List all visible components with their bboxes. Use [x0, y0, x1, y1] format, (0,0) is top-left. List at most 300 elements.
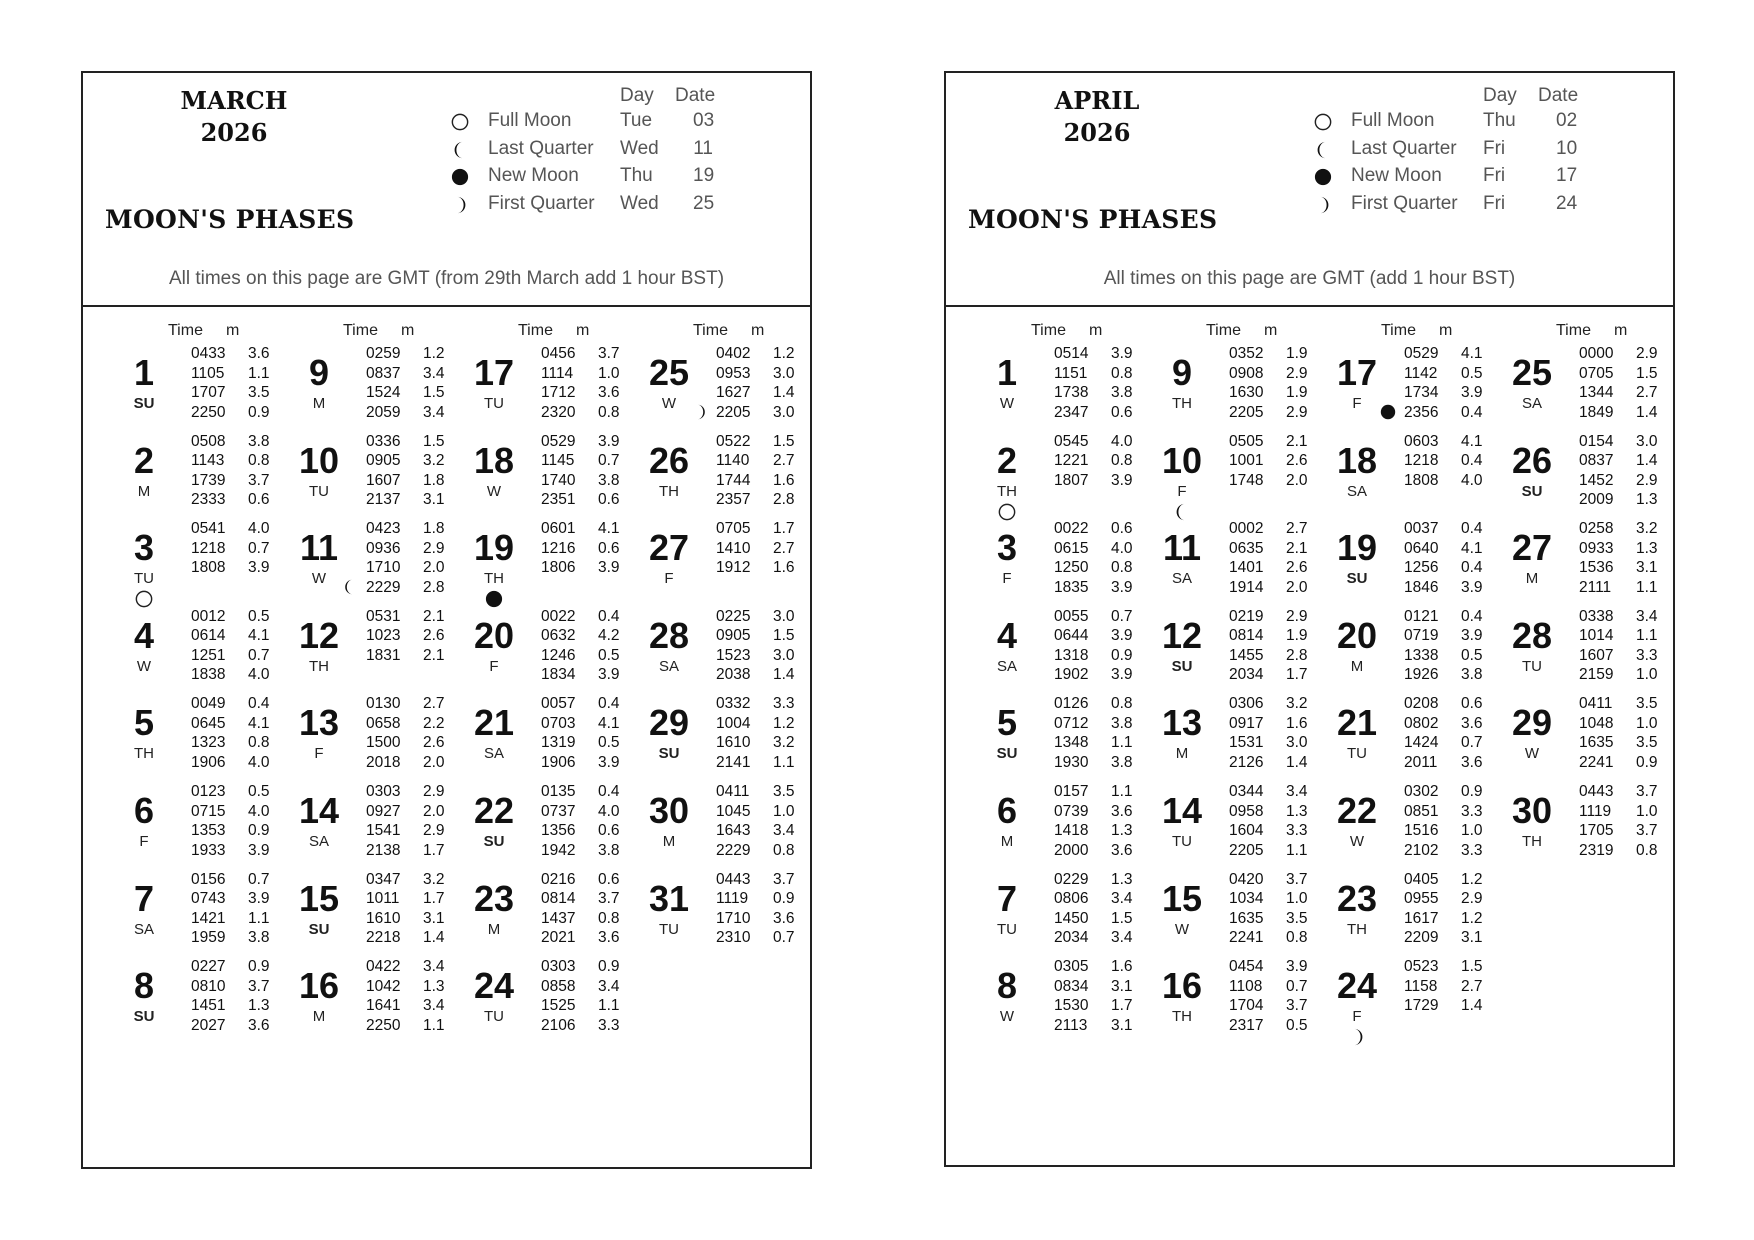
tide-entry [366, 559, 466, 579]
tide-height: 4.0 [248, 520, 270, 538]
day-number: 6 [133, 790, 155, 831]
height-column-header: m [1089, 322, 1103, 339]
phase-day: Fri [1483, 192, 1506, 214]
tide-entry [1404, 472, 1504, 492]
weekday: TU [134, 570, 154, 588]
tide-time: 0743 [191, 890, 226, 908]
tide-time: 2018 [366, 753, 401, 771]
tide-entry [1404, 666, 1504, 686]
tide-height: 0.9 [598, 958, 620, 976]
tide-height: 1.2 [773, 345, 795, 362]
tide-entry [1054, 540, 1154, 560]
moon-phases-header [83, 73, 810, 307]
tide-time: 2009 [1579, 491, 1614, 509]
weekday: M [1350, 657, 1364, 675]
new-moon-icon [451, 168, 469, 186]
tide-day [1151, 781, 1323, 873]
tide-entry [541, 491, 641, 511]
tide-entry [716, 404, 816, 424]
tide-entry [1054, 520, 1154, 540]
day-number: 17 [473, 352, 515, 393]
day-number: 20 [1336, 614, 1378, 656]
day-number: 13 [298, 702, 340, 744]
phase-date: 10 [1556, 137, 1578, 159]
tide-entry [1229, 842, 1329, 862]
tide-time: 0635 [1229, 539, 1264, 557]
tide-entry [1579, 520, 1679, 540]
phase-date: 19 [693, 165, 715, 186]
tide-height: 3.4 [423, 997, 445, 1015]
day-number: 1 [996, 352, 1018, 393]
tide-time: 0640 [1404, 539, 1439, 557]
phase-name: New Moon [1351, 165, 1442, 186]
weekday: TU [309, 482, 329, 500]
tide-entry [366, 890, 466, 910]
tide-time: 1523 [716, 646, 751, 664]
phase-icon-wrap [1314, 113, 1332, 137]
tide-entry [716, 472, 816, 492]
weekday: M [1525, 570, 1539, 588]
tide-height: 3.3 [1461, 841, 1483, 859]
day-number: 7 [996, 877, 1018, 919]
tide-entry [1404, 559, 1504, 579]
weekday: SU [1346, 570, 1368, 588]
tide-entry [366, 608, 466, 628]
tide-entry [1229, 433, 1329, 453]
tide-day [463, 606, 635, 698]
tide-height: 3.7 [598, 890, 620, 908]
tide-entry [716, 910, 816, 930]
tide-time: 1734 [1404, 384, 1439, 401]
tide-time: 1323 [191, 734, 226, 752]
time-column-header: Time [343, 322, 378, 339]
tide-entry [541, 890, 641, 910]
tide-entry [541, 929, 641, 949]
tide-height: 1.6 [1111, 958, 1133, 976]
tide-time: 1353 [191, 822, 226, 839]
day-number: 29 [648, 702, 690, 744]
phase-icon-wrap [451, 196, 469, 220]
weekday: SA [483, 745, 504, 763]
weekday: F [1352, 1008, 1362, 1026]
tide-day [1151, 606, 1323, 698]
tide-height: 4.0 [248, 802, 270, 820]
tide-time: 0130 [366, 695, 401, 713]
weekday: SA [658, 657, 679, 675]
tide-entry [1404, 540, 1504, 560]
tide-entry [716, 734, 816, 754]
tide-entry [366, 803, 466, 823]
tide-height: 2.0 [423, 559, 445, 577]
tide-day [1326, 343, 1498, 435]
tide-time: 1034 [1229, 890, 1264, 908]
tide-height: 1.8 [423, 520, 445, 538]
tide-height: 3.3 [1461, 802, 1483, 820]
tide-entry [716, 754, 816, 774]
tide-time: 1114 [541, 364, 574, 382]
tide-entry [366, 520, 466, 540]
tide-height: 1.1 [1286, 841, 1308, 859]
tide-time: 0508 [191, 432, 226, 450]
tide-entry [191, 997, 291, 1017]
tide-height: 4.1 [598, 520, 620, 538]
phase-row [83, 165, 810, 195]
tide-day [1326, 431, 1498, 523]
tide-time: 1710 [716, 909, 751, 927]
phase-icon-wrap [451, 168, 469, 192]
tide-entry [1404, 734, 1504, 754]
tide-entry [1579, 666, 1679, 686]
tide-time: 2205 [716, 403, 751, 421]
tide-height: 1.7 [423, 890, 445, 908]
last-moon-icon [451, 141, 469, 159]
tide-time: 1902 [1054, 666, 1089, 684]
tide-entry [541, 822, 641, 842]
tide-entry [1579, 365, 1679, 385]
tide-time: 1424 [1404, 734, 1439, 752]
tide-time: 1143 [191, 452, 225, 470]
phase-date: 02 [1556, 110, 1578, 131]
height-column-header: m [1439, 322, 1453, 339]
tide-entry [1404, 433, 1504, 453]
new-moon-icon [1380, 404, 1396, 420]
tide-height: 1.3 [1636, 539, 1658, 557]
tide-day [638, 431, 810, 523]
tide-height: 3.4 [423, 958, 445, 976]
tide-entry [1229, 647, 1329, 667]
tide-time: 2106 [541, 1016, 576, 1034]
tide-entry [1404, 978, 1504, 998]
tide-entry [1229, 608, 1329, 628]
tide-height: 3.9 [248, 890, 270, 908]
phase-day: Wed [620, 192, 659, 214]
tide-height: 2.1 [423, 646, 445, 664]
tide-time: 1004 [716, 714, 751, 732]
tide-time: 1607 [1579, 646, 1614, 664]
tide-entry [1054, 579, 1154, 599]
tide-entry [1579, 608, 1679, 628]
tide-entry [191, 890, 291, 910]
tide-day [113, 518, 285, 610]
tide-time: 2027 [191, 1016, 226, 1034]
tide-time: 1500 [366, 734, 401, 752]
tide-time: 0000 [1579, 345, 1614, 362]
tide-height: 3.7 [598, 345, 620, 362]
tide-time: 2137 [366, 491, 401, 509]
tide-height: 4.1 [1461, 345, 1483, 362]
tide-time: 1158 [1404, 977, 1438, 995]
day-number: 18 [1336, 439, 1378, 481]
tide-height: 3.6 [248, 1016, 270, 1034]
tide-time: 1014 [1579, 627, 1614, 645]
tide-height: 3.0 [773, 646, 795, 664]
tide-table [946, 305, 1673, 1167]
tide-height: 2.7 [773, 539, 795, 557]
tide-entry [1054, 997, 1154, 1017]
tide-entry [1579, 783, 1679, 803]
tide-time: 2111 [1579, 578, 1612, 596]
tide-time: 0037 [1404, 520, 1439, 538]
day-number: 1 [133, 352, 155, 393]
tide-time: 1251 [191, 646, 226, 664]
tide-height: 4.0 [248, 666, 270, 684]
tide-entry [191, 803, 291, 823]
tide-height: 2.7 [423, 695, 445, 713]
tide-time: 0338 [1579, 607, 1614, 625]
tide-height: 1.2 [423, 345, 445, 362]
tide-time: 0933 [1579, 539, 1614, 557]
tide-day [463, 343, 635, 435]
tide-height: 4.1 [1461, 432, 1483, 450]
tide-time: 0719 [1404, 627, 1439, 645]
day-number: 16 [298, 965, 340, 1007]
tide-entry [366, 365, 466, 385]
tide-time: 2034 [1229, 666, 1264, 684]
tide-entry [541, 803, 641, 823]
time-column-header: Time [518, 322, 553, 339]
tide-entry [191, 627, 291, 647]
tide-height: 2.6 [1286, 559, 1308, 577]
tide-height: 1.0 [1461, 822, 1483, 839]
tide-height: 0.6 [1461, 695, 1483, 713]
tide-time: 2113 [1054, 1016, 1088, 1034]
tide-height: 3.4 [598, 977, 620, 995]
tide-entry [541, 997, 641, 1017]
tide-time: 0229 [1054, 870, 1089, 888]
phase-date: 11 [693, 137, 713, 159]
tide-entry [1579, 803, 1679, 823]
tide-time: 1140 [716, 452, 750, 470]
tide-day [463, 869, 635, 961]
tide-time: 0303 [366, 783, 401, 800]
tide-entry [191, 929, 291, 949]
tide-entry [1054, 559, 1154, 579]
tide-time: 0632 [541, 627, 576, 645]
tide-height: 3.0 [773, 607, 795, 625]
tide-entry [716, 559, 816, 579]
tide-time: 1418 [1054, 822, 1089, 839]
tide-day [1151, 869, 1323, 961]
tide-height: 3.5 [248, 384, 270, 401]
tide-entry [366, 734, 466, 754]
phase-day-header: Day [1483, 85, 1517, 106]
tide-height: 1.5 [773, 627, 795, 645]
day-number: 14 [1161, 790, 1203, 831]
tide-time: 0802 [1404, 714, 1439, 732]
tide-height: 3.9 [1461, 578, 1483, 596]
phase-name: Last Quarter [488, 137, 594, 159]
tide-entry [1229, 452, 1329, 472]
tide-height: 1.4 [423, 929, 445, 947]
tide-height: 1.1 [1111, 734, 1133, 752]
timezone-note: All times on this page are GMT (from 29th March add 1 hour BST) [168, 268, 725, 289]
tide-time: 1729 [1404, 997, 1439, 1015]
tide-height: 0.7 [1461, 734, 1483, 752]
day-number: 5 [133, 702, 155, 744]
tide-entry [366, 1017, 466, 1037]
tide-height: 0.7 [248, 870, 270, 888]
tide-time: 1455 [1229, 646, 1264, 664]
tide-time: 0905 [366, 452, 401, 470]
tide-time: 1421 [191, 909, 226, 927]
tide-entry [541, 559, 641, 579]
day-number: 2 [996, 439, 1018, 481]
tide-entry [1404, 822, 1504, 842]
tide-entry [1054, 910, 1154, 930]
tide-height: 3.7 [773, 870, 795, 888]
tide-time: 1707 [191, 384, 226, 401]
phase-name: Full Moon [488, 110, 572, 131]
tide-time: 2229 [716, 841, 751, 859]
tide-height: 3.3 [773, 695, 795, 713]
tide-entry [366, 491, 466, 511]
tide-height: 1.1 [1636, 578, 1658, 596]
tide-height: 2.8 [773, 491, 795, 509]
tide-entry [541, 520, 641, 540]
tide-entry [1229, 695, 1329, 715]
tide-height: 1.5 [773, 432, 795, 450]
tide-entry [191, 958, 291, 978]
tide-height: 3.7 [1636, 822, 1658, 839]
tide-time: 1401 [1229, 559, 1264, 577]
day-number: 5 [996, 702, 1018, 744]
day-number: 3 [996, 527, 1018, 569]
tide-height: 0.5 [1461, 646, 1483, 664]
tide-entry [1579, 559, 1679, 579]
day-number: 21 [473, 702, 515, 744]
tide-height: 2.0 [1286, 471, 1308, 489]
tide-time: 0737 [541, 802, 576, 820]
tide-time: 1410 [716, 539, 751, 557]
tide-time: 2357 [716, 491, 751, 509]
tide-time: 2317 [1229, 1016, 1264, 1034]
phase-row [946, 165, 1673, 195]
tide-entry [1404, 365, 1504, 385]
tide-time: 2038 [716, 666, 751, 684]
tide-time: 1930 [1054, 753, 1089, 771]
april-page [944, 71, 1675, 1167]
tide-height: 1.3 [1111, 822, 1133, 839]
tide-height: 1.3 [1286, 802, 1308, 820]
tide-height: 3.9 [598, 432, 620, 450]
tide-entry [1229, 910, 1329, 930]
tide-entry [191, 404, 291, 424]
height-column-header: m [401, 322, 415, 339]
tide-height: 0.7 [248, 646, 270, 664]
tide-entry [716, 929, 816, 949]
tide-time: 1218 [1404, 452, 1439, 470]
tide-time: 0545 [1054, 432, 1089, 450]
tide-height: 3.2 [423, 452, 445, 470]
tide-height: 1.6 [773, 471, 795, 489]
tide-entry [1054, 929, 1154, 949]
tide-entry [366, 958, 466, 978]
day-number: 7 [133, 877, 155, 919]
weekday: TU [1522, 657, 1542, 675]
tide-entry [541, 754, 641, 774]
weekday: M [1000, 833, 1014, 850]
tide-height: 1.7 [423, 841, 445, 859]
tide-height: 1.3 [1636, 491, 1658, 509]
height-column-header: m [1264, 322, 1278, 339]
tide-day [976, 518, 1148, 610]
tide-time: 1704 [1229, 997, 1264, 1015]
tide-height: 1.4 [1461, 997, 1483, 1015]
tide-entry [1229, 520, 1329, 540]
tide-day [1151, 693, 1323, 785]
tide-height: 1.7 [773, 520, 795, 538]
tide-time: 1048 [1579, 714, 1614, 732]
tide-time: 0905 [716, 627, 751, 645]
tide-entry [1054, 978, 1154, 998]
tide-time: 0529 [1404, 345, 1439, 362]
tide-day [288, 431, 460, 523]
phase-date-header: Date [1538, 85, 1579, 106]
day-number: 12 [298, 614, 340, 656]
weekday: TU [484, 395, 504, 412]
tide-time: 1838 [191, 666, 226, 684]
tide-entry [716, 608, 816, 628]
tide-height: 0.6 [598, 870, 620, 888]
height-column-header: m [1614, 322, 1628, 339]
tide-entry [1404, 929, 1504, 949]
tide-time: 1710 [366, 559, 401, 577]
weekday: SA [1171, 570, 1192, 588]
tide-height: 3.8 [1111, 753, 1133, 771]
tide-entry [191, 433, 291, 453]
tide-height: 3.9 [1461, 384, 1483, 401]
tide-time: 0917 [1229, 714, 1264, 732]
tide-entry [1229, 958, 1329, 978]
tide-height: 1.9 [1286, 384, 1308, 401]
tide-height: 3.1 [1111, 1016, 1133, 1034]
tide-height: 3.5 [773, 783, 795, 800]
tide-time: 0405 [1404, 870, 1439, 888]
tide-entry [1404, 803, 1504, 823]
tide-entry [366, 783, 466, 803]
weekday: SU [658, 745, 680, 763]
tide-height: 3.9 [248, 841, 270, 859]
tide-time: 1338 [1404, 646, 1439, 664]
tide-time: 0302 [1404, 783, 1439, 800]
tide-height: 0.5 [1461, 364, 1483, 382]
tide-entry [1054, 1017, 1154, 1037]
tide-height: 3.6 [1111, 802, 1133, 820]
tide-entry [1229, 822, 1329, 842]
tide-entry [1229, 472, 1329, 492]
weekday: TU [1172, 833, 1192, 850]
day-number: 25 [648, 352, 690, 393]
tide-height: 0.4 [598, 607, 620, 625]
tide-time: 1906 [541, 753, 576, 771]
tide-height: 2.9 [423, 822, 445, 839]
tide-height: 4.1 [248, 714, 270, 732]
tide-height: 1.6 [1286, 714, 1308, 732]
tide-time: 0810 [191, 977, 226, 995]
phase-row [946, 138, 1673, 168]
tide-time: 1105 [191, 364, 225, 382]
tide-entry [1229, 754, 1329, 774]
tide-time: 0705 [716, 520, 751, 538]
day-number: 22 [473, 790, 515, 831]
phase-day: Fri [1483, 165, 1506, 186]
tide-time: 0541 [191, 520, 226, 538]
tide-day [638, 518, 810, 610]
tide-height: 1.7 [1286, 666, 1308, 684]
tide-entry [366, 627, 466, 647]
tide-height: 1.0 [598, 364, 620, 382]
first-moon-icon [1348, 1028, 1366, 1046]
